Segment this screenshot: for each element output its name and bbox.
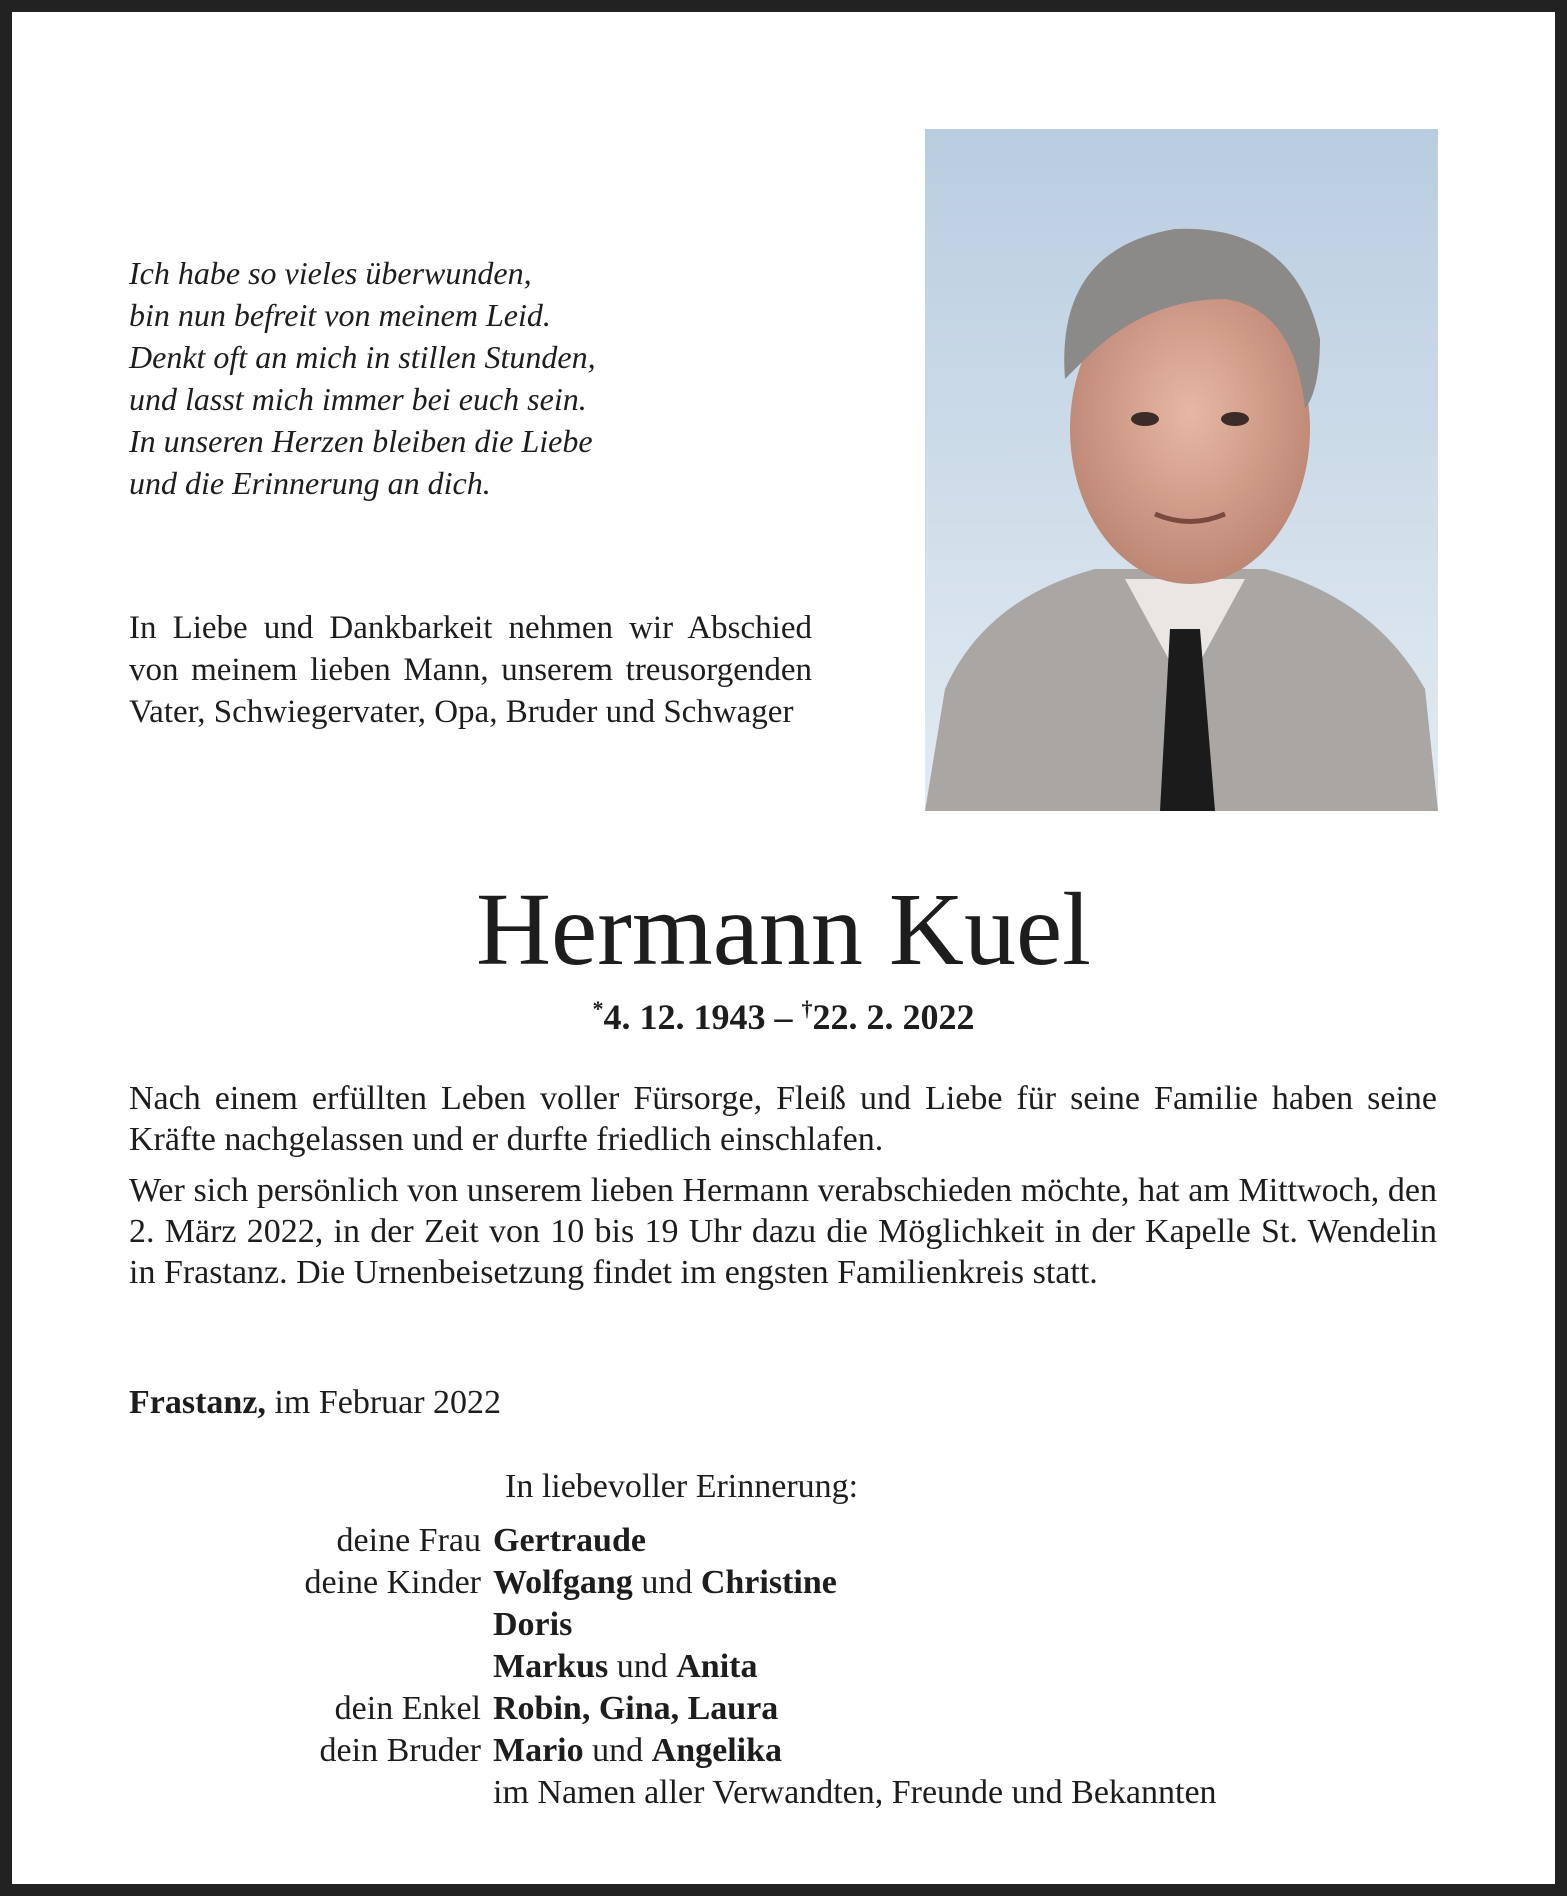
poem-line: und die Erinnerung an dich. xyxy=(129,465,491,501)
mourner-relation: deine Kinder xyxy=(304,1564,481,1601)
closing-line: im Namen aller Verwandten, Freunde und Bekannten xyxy=(493,1774,1217,1811)
conjunction: und xyxy=(608,1648,677,1685)
mourner-name: Angelika xyxy=(651,1732,782,1769)
mourner-row xyxy=(0,1646,1217,1688)
mourner-row xyxy=(0,1730,1217,1772)
birth-date: 4. 12. 1943 xyxy=(603,997,766,1037)
memory-heading: In liebevoller Erinnerung: xyxy=(505,1468,859,1505)
mourner-row xyxy=(0,1562,1217,1604)
date-separator: – xyxy=(765,997,802,1037)
mourner-relation: deine Frau xyxy=(336,1522,481,1559)
closing-row xyxy=(0,1772,1217,1814)
poem-line: bin nun befreit von meinem Leid. xyxy=(129,297,551,333)
mourner-name: Markus xyxy=(493,1648,609,1685)
poem-line: Denkt oft an mich in stillen Stunden, xyxy=(129,339,596,375)
death-date: 22. 2. 2022 xyxy=(812,997,975,1037)
poem-line: Ich habe so vieles überwunden, xyxy=(129,255,532,291)
poem-line: In unseren Herzen bleiben die Liebe xyxy=(129,423,593,459)
deceased-name: Hermann Kuel xyxy=(475,872,1092,987)
mourner-name: Christine xyxy=(700,1564,837,1601)
announcement-paragraph: Nach einem erfüllten Leben voller Fürsorge, Fleiß und Liebe für seine Familie haben seine Kräfte nachgelassen und er durfte friedlich einschlafen. xyxy=(129,1080,1437,1158)
place-date xyxy=(129,1384,501,1422)
mourner-relation xyxy=(0,1604,493,1646)
place-town: Frastanz, xyxy=(129,1384,266,1421)
mourner-name: Gertraude xyxy=(493,1522,646,1559)
life-dates xyxy=(0,996,1567,1038)
birth-symbol: * xyxy=(592,996,604,1021)
mourner-name: Mario xyxy=(493,1732,584,1769)
place-month: im Februar 2022 xyxy=(265,1384,502,1421)
conjunction: und xyxy=(632,1564,701,1601)
death-symbol: † xyxy=(801,996,813,1021)
conjunction: und xyxy=(583,1732,652,1769)
poem-line: und lasst mich immer bei euch sein. xyxy=(129,381,587,417)
mourner-name: Robin, Gina, Laura xyxy=(493,1690,779,1727)
farewell-intro: In Liebe und Dankbarkeit nehmen wir Abschied von meinem lieben Mann, unserem treusorgenden Vater, Schwiegervater, Opa, Bruder und Schwager xyxy=(129,610,812,730)
announcement-paragraph: Wer sich persönlich von unserem lieben Hermann verabschieden möchte, hat am Mittwoch, den 2. März 2022, in der Zeit von 10 bis 19 Uhr dazu die Möglichkeit in der Kapelle St. Wendelin in Frastanz. Die Urnenbeisetzung findet im engsten Familienkreis statt. xyxy=(129,1172,1437,1291)
mourner-name: Anita xyxy=(676,1648,758,1685)
mourner-row xyxy=(0,1520,1217,1562)
poem xyxy=(129,252,596,504)
spacer xyxy=(0,1772,493,1814)
mourner-relation xyxy=(0,1646,493,1688)
announcement-text xyxy=(129,1078,1437,1303)
mourner-relation: dein Enkel xyxy=(334,1690,481,1727)
mourner-row xyxy=(0,1604,1217,1646)
portrait-photo xyxy=(925,129,1438,811)
mourners-list xyxy=(0,1520,1217,1814)
mourner-name: Wolfgang xyxy=(493,1564,633,1601)
mourner-relation: dein Bruder xyxy=(319,1732,481,1769)
mourner-name: Doris xyxy=(493,1606,573,1643)
mourner-row xyxy=(0,1688,1217,1730)
